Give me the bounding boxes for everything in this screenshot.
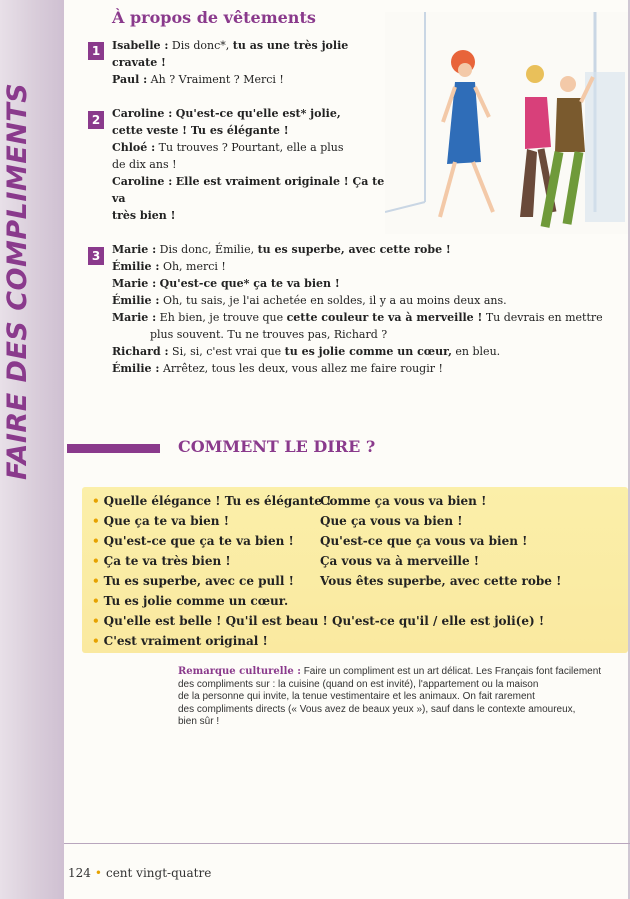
dialogue-number-3: 3	[88, 247, 104, 265]
dialogue-line: Émilie : Oh, merci !	[112, 260, 226, 273]
phrase-item-formal: Ça vous va à merveille !	[320, 554, 480, 568]
dialogue-1	[112, 37, 392, 88]
page-number-words: cent vingt-quatre	[105, 866, 212, 880]
phrase-item: • Qu'est-ce que ça te va bien !	[92, 534, 294, 548]
dialogue-line: Émilie : Arrêtez, tous les deux, vous allez me faire rougir !	[112, 362, 443, 375]
heading-bar	[67, 444, 160, 453]
dialogue-number-1: 1	[88, 42, 104, 60]
phrase-item: • C'est vraiment original !	[92, 634, 268, 648]
phrase-item: • Tu es jolie comme un cœur.	[92, 594, 289, 608]
dialogue-line: Isabelle : Dis donc*, tu as une très jolie cravate !	[112, 39, 349, 69]
dialogue-line: Marie : Dis donc, Émilie, tu es superbe, avec cette robe !	[112, 243, 451, 256]
dialogue-line: très bien !	[112, 209, 176, 222]
footer-bullet: •	[94, 866, 102, 880]
dialogue-line: cette veste ! Tu es élégante !	[112, 124, 289, 137]
phrase-item: • Tu es superbe, avec ce pull !	[92, 574, 294, 588]
dialogue-line: Caroline : Elle est vraiment originale ! Ça te va	[112, 175, 385, 205]
remark-line: des compliments directs (« Vous avez de beaux yeux »), sauf dans le contexte amoureux,	[178, 703, 576, 715]
phrase-item-formal: Vous êtes superbe, avec cette robe !	[320, 574, 562, 588]
sidebar-title: FAIRE DES COMPLIMENTS	[2, 82, 33, 480]
phrase-item: • Quelle élégance ! Tu es élégante !	[92, 494, 332, 508]
dialogue-line: Marie : Eh bien, je trouve que cette couleur te va à merveille ! Tu devrais en mettre	[112, 311, 603, 324]
section-title: À propos de vêtements	[112, 8, 316, 27]
dialogue-2	[112, 105, 387, 224]
dialogue-line: de dix ans !	[112, 158, 177, 171]
remark-line: bien sûr !	[178, 716, 220, 728]
dialogue-line: Marie : Qu'est-ce que* ça te va bien !	[112, 277, 340, 290]
phrase-item: • Que ça te va bien !	[92, 514, 229, 528]
dialogue-line: Paul : Ah ? Vraiment ? Merci !	[112, 73, 284, 86]
phrase-item-formal: Comme ça vous va bien !	[320, 494, 487, 508]
phrase-item: • Ça te va très bien !	[92, 554, 231, 568]
cultural-remark	[178, 666, 618, 729]
remark-line: de la personne qui invite, la tenue vestimentaire et les animaux. On fait rarement	[178, 691, 535, 703]
dialogue-number-2: 2	[88, 111, 104, 129]
bottom-divider	[64, 843, 630, 844]
remark-line: Faire un compliment est un art délicat. Les Français font facilement	[300, 666, 602, 677]
sidebar	[0, 0, 64, 899]
remark-label: Remarque culturelle :	[178, 666, 301, 677]
comment-le-dire-title: COMMENT LE DIRE ?	[178, 437, 376, 456]
dialogue-line: Émilie : Oh, tu sais, je l'ai achetée en soldes, il y a au moins deux ans.	[112, 294, 507, 307]
remark-line: des compliments sur : la cuisine (quand on est invité), l'appartement ou la maison	[178, 678, 539, 690]
phrase-item: • Qu'elle est belle ! Qu'il est beau ! Qu'est-ce qu'il / elle est joli(e) !	[92, 614, 545, 628]
dialogue-line: Caroline : Qu'est-ce qu'elle est* jolie,	[112, 107, 341, 120]
page-footer	[68, 866, 211, 880]
dialogue-3	[112, 241, 617, 377]
fashion-illustration	[385, 12, 628, 234]
phrase-item-formal: Que ça vous va bien !	[320, 514, 463, 528]
dialogue-line: Richard : Si, si, c'est vrai que tu es jolie comme un cœur, en bleu.	[112, 345, 501, 358]
page-number: 124	[68, 866, 91, 880]
dialogue-line: Chloé : Tu trouves ? Pourtant, elle a plus	[112, 141, 344, 154]
dialogue-line: plus souvent. Tu ne trouves pas, Richard ?	[150, 328, 388, 341]
phrase-item-formal: Qu'est-ce que ça vous va bien !	[320, 534, 528, 548]
